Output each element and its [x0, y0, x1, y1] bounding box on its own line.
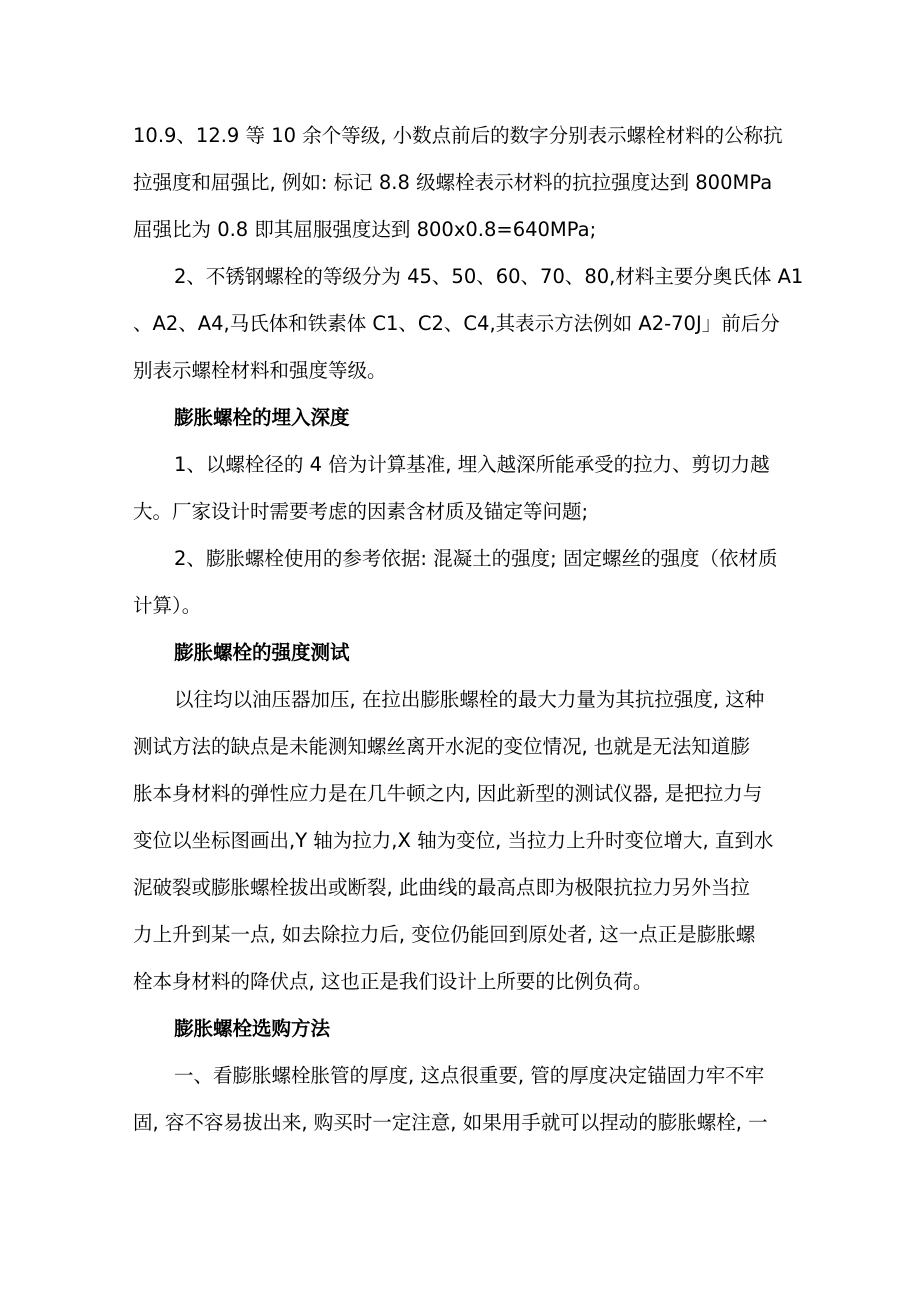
paragraph-purchase-method-1 — [133, 1052, 793, 1146]
text-line: 屈强比为 0.8 即其屈服强度达到 800x0.8=640MPa; — [133, 218, 597, 241]
document-body — [133, 112, 804, 1146]
text-line: 一、看膨胀螺栓胀管的厚度, 这点很重要, 管的厚度决定锚固力牢不牢 — [174, 1064, 765, 1087]
section-heading-embed-depth: 膨胀螺栓的埋入深度 — [174, 406, 350, 429]
text-line: 胀本身材料的弹性应力是在几牛顿之内, 因此新型的测试仪器, 是把拉力与 — [133, 782, 763, 805]
text-line: 别表示螺栓材料和强度等级。 — [133, 359, 387, 382]
text-line: 测试方法的缺点是未能测知螺丝离开水泥的变位情况, 也就是无法知道膨 — [133, 735, 750, 758]
text-line: 2、不锈钢螺栓的等级分为 45、50、60、70、80,材料主要分奥氏体 A1 — [174, 265, 804, 288]
paragraph-embed-depth-2 — [133, 535, 793, 629]
text-line: 计算）。 — [133, 594, 202, 617]
text-line: 拉强度和屈强比, 例如: 标记 8.8 级螺栓表示材料的抗拉强度达到 800MPa — [133, 171, 773, 194]
text-line: 固, 容不容易拔出来, 购买时一定注意, 如果用手就可以捏动的膨胀螺栓, 一 — [133, 1111, 768, 1134]
section-heading-strength-test: 膨胀螺栓的强度测试 — [174, 641, 350, 664]
paragraph-bolt-grade-continuation — [133, 112, 793, 253]
text-line: 10.9、12.9 等 10 余个等级, 小数点前后的数字分别表示螺栓材料的公称抗 — [133, 124, 783, 147]
paragraph-stainless-bolt-grades — [133, 253, 804, 394]
paragraph-strength-test — [133, 676, 793, 1005]
text-line: 栓本身材料的降伏点, 这也正是我们设计上所要的比例负荷。 — [133, 970, 653, 993]
text-line: 泥破裂或膨胀螺栓拔出或断裂, 此曲线的最高点即为极限抗拉力另外当拉 — [133, 876, 750, 899]
text-line: 力上升到某一点, 如去除拉力后, 变位仍能回到原处者, 这一点正是膨胀螺 — [133, 923, 756, 946]
text-line: 、A2、A4,马氏体和铁素体 C1、C2、C4,其表示方法例如 A2-70J」前后分 — [133, 312, 780, 335]
text-line: 大。厂家设计时需要考虑的因素含材质及锚定等问题; — [133, 500, 589, 523]
text-line: 以往均以油压器加压, 在拉出膨胀螺栓的最大力量为其抗拉强度, 这种 — [174, 688, 765, 711]
section-heading-purchase-method: 膨胀螺栓选购方法 — [174, 1017, 331, 1040]
text-line: 变位以坐标图画出,Y 轴为拉力,X 轴为变位, 当拉力上升时变位增大, 直到水 — [133, 829, 774, 852]
paragraph-embed-depth-1 — [133, 441, 793, 535]
text-line: 2、膨胀螺栓使用的参考依据: 混凝土的强度; 固定螺丝的强度（依材质 — [174, 547, 778, 570]
text-line: 1、以螺栓径的 4 倍为计算基准, 埋入越深所能承受的拉力、剪切力越 — [174, 453, 770, 476]
